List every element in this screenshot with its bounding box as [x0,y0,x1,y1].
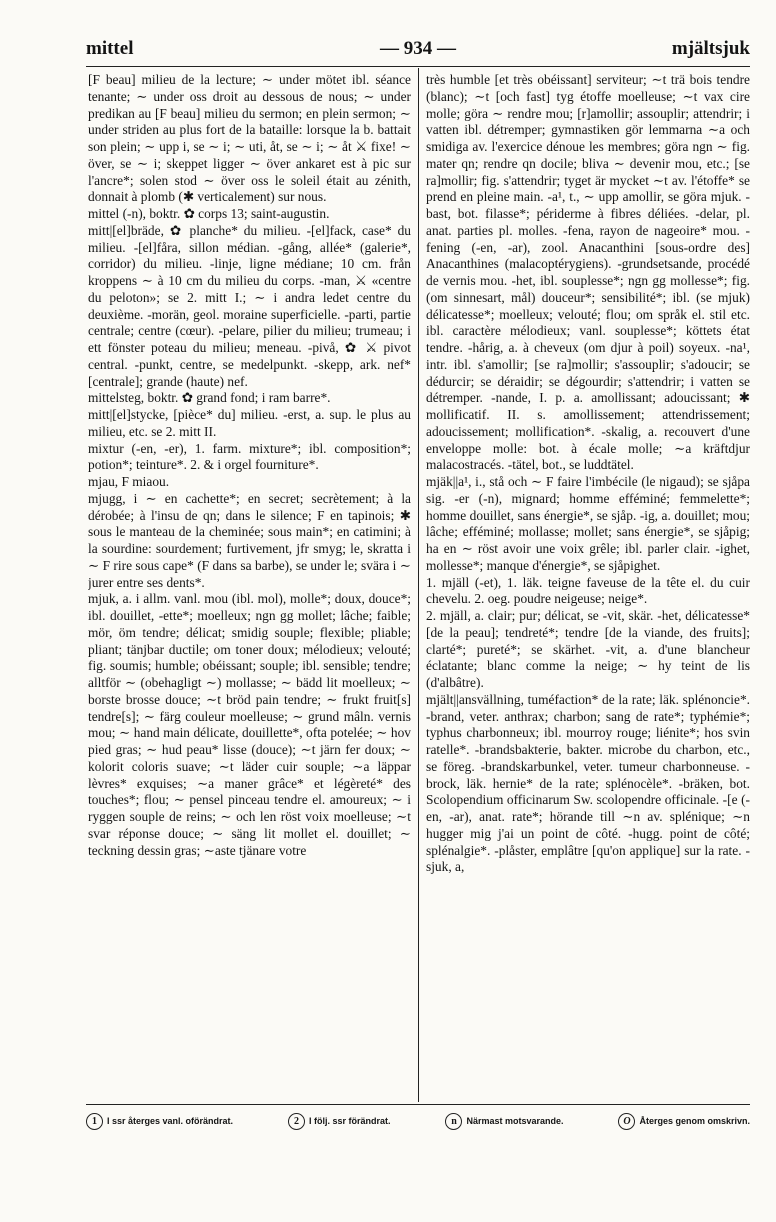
footnote-text-2: I följ. ssr förändrat. [309,1116,391,1126]
footer-rule [86,1104,750,1105]
footnote-text-1: I ssr återges vanl. oförändrat. [107,1116,234,1126]
entry-mjuk: mjuk, a. i allm. vanl. mou (ibl. mol), molle*; doux, douce*; ibl. douillet, -ette*; moelleux; ngn gg mollet; lâche; faible; mör, öm tendre; délicat; smidig souple; flexible; pliable; pliant; tänjbar ductile; om toner doux; mélodieux; velouté; fig. soumis; humble; obéissant; souple; ibl. sensible; tendre; alltför ∼ (obehagligt ∼) mollasse; ∼ bädd lit moelleux; ∼ borste brosse douce; ∼t bröd pain tendre; ∼ frukt fruit[s] tendre[s]; ∼ färg couleur moelleuse; ∼ grund mâln. vernis mou; ∼ hand main délicate, douillette*, ofta potelée; ∼ hov pied gras; ∼ hud peau* lisse (douce); ∼t järn fer doux; ∼ kolorit coloris suave; ∼t läder cuir souple; ∼a läppar lèvres* exquises; ∼a maner grâce* et légèreté* des touches*; flou; ∼ pensel pinceau tendre el. amoureux; ∼ i ryggen souple de reins; ∼ och len röst voix moelleuse; ∼t svar réponse douce; ∼ säng lit mollet el. douillet; ∼ teckning dessin gras; ∼aste tjänare votre [88,591,411,858]
page-number: — 934 — [380,38,456,59]
entry-mjaka: mjäk||a¹, i., stå och ∼ F faire l'imbécile (le nigaud); se sjåpa sig. -er (-n), mignard; homme efféminé; femmelette*; homme douillet, sans énergie*, se sjåp. -ig, a. douillet; mou; lâche; efféminé; mollasse; mollet; sans énergie*, se sjåpig; ha en ∼ röst avoir une voix grêle; ibl. parler clair. -ighet, mollesse*; manque d'énergie*, se sjåpighet. [426,474,750,573]
entry-mittelsteg: mittelsteg, boktr. ✿ grand fond; i ram barre*. [88,390,331,406]
footnote-text-4: Återges genom omskrivn. [639,1116,750,1126]
footnote-text-3: Närmast motsvarande. [466,1116,564,1126]
header-rule [86,66,750,67]
header-right-guide-word: mjältsjuk [671,38,750,59]
header-left-guide-word: mittel [86,38,134,59]
entry-mittel: mittel (-n), boktr. ✿ corps 13; saint-augustin. [88,206,330,221]
entry-mittstycke: mitt|[el]stycke, [pièce* du] milieu. -erst, a. sup. le plus au milieu, etc. se 2. mitt II. [88,407,411,439]
footnote-mark-4: O [618,1113,635,1130]
right-column [426,72,750,1100]
footnote-4 [618,1113,750,1130]
column-divider [418,68,419,1102]
footnote-1 [86,1113,233,1130]
entry-mjall-1: 1. mjäll (-et), 1. läk. teigne faveuse de la tête el. du cuir chevelu. 2. oeg. poudre neigeuse; neige*. [426,574,750,607]
entry-mjuk-continued: très humble [et très obéissant] serviteur; ∼t trä bois tendre (blanc); ∼t [och fast] tyg étoffe moelleuse; ∼t vax cire molle; göra ∼ rendre mou; [r]amollir; assouplir; attendrir; i vatten ibl. détremper; gymnastiken gör lemmarna ∼a och smidiga av. l'exercice dénoue les membres; göra ngn ∼ fig. mater qn; rendre qn docile; bliva ∼ devenir mou, etc.; [se ra]mollir; fig. s'attendrir; tyget är mycket ∼t av. l'étoffe* se prend en pleine main. -a¹, t., ∼ upp amollir, se göra mjuk. -bast, bot. filasse*; périderme à fibres déliées. -delar, pl. anat. parties pl. molles. -fena, rayon de nageoire* mou. -fening (-en, -ar), zool. Anacanthini [sous-ordre des] Anacanthines (malacoptérygiens). -grundsetsande, procédé de vernis mou. -het, ibl. souplesse*; ngn gg mollesse*; fig. (om sinnesart, mål) douceur*; sensibilité*; ibl. (se mjuk) délicatesse*; moelleux; velouté; flou; om språk el. stil etc. ibl. caractère mélodieux; vanl. souplesse*; köttets état tendre. -hårig, a. à cheveux (om djur à poil) soyeux. -na¹, intr. ibl. s'amollir; [se ra]mollir; s'assouplir; s'adoucir; se dédurcir; se déraidir; se dégourdir; s'attendrir; i vatten se détremper. -nande, I. p. a. amollissant; adoucissant; ✱ mollificatif. II. s. amollissement; attendrissement; adoucissement; mollification*. -skalig, a. recouvert d'une enveloppe molle: bot. à écale molle; ∼a kräftdjur malacostracés. -tätel, bot., se luddtätel. [426,72,750,473]
footnote-2 [288,1113,391,1130]
entry-mjaltansvallning: mjält||ansvällning, tuméfaction* de la rate; läk. splénoncie*. -brand, veter. anthrax; charbon; sang de rate*; typhémie*; typhus charbonneux; ibl. mourroy rouge; liénite*; hos svin ratelle*. -brandsbakterie, bakter. microbe du charbon, etc., se föreg. -brandskarbunkel, veter. tumeur charbonneuse. -brock, läk. hernie* de la rate; splénocèle*. -bräken, bot. Scolopendium officinarum Sw. scolopendre officinale. -[e (-en, -ar), anat. rate*; hörande till ∼n av. splénique; ∼n hugger mig j'ai un point de côté. -hugg. point de côté; splénalgie*. -plåster, emplâtre [qu'on applique] sur la rate. -sjuk, a, [426,691,750,875]
page-footer-legend [86,1110,750,1132]
page-header [86,38,750,64]
entry-mjau: mjau, F miaou. [88,474,170,489]
footnote-3 [445,1113,563,1130]
left-column [88,72,411,1100]
entry-mjall-2: 2. mjäll, a. clair; pur; délicat, se -vit, skär. -het, délicatesse* [de la peau]; tendreté*; tendre [de la viande, des fruits]; clarté*; pureté*; se skärhet. -vit, a. d'une blancheur éclatante; blanc comme la neige; ∼ hy teint de lis (d'albâtre). [426,608,750,690]
entry-mixtur: mixtur (-en, -er), 1. farm. mixture*; ibl. composition*; potion*; teinture*. 2. & i orgel fourniture*. [88,440,411,473]
footnote-mark-1: 1 [86,1113,103,1130]
footnote-mark-3: n [445,1113,462,1130]
footnote-mark-2: 2 [288,1113,305,1130]
entry-mjugg: mjugg, i ∼ en cachette*; en secret; secrètement; à la dérobée; à l'insu de qn; dans le silence; F en tapinois; ✱ sous le manteau de la cheminée; sous main*; en catimini; à la sourdine: sourdement; furtivement, jfr smyg; le, skratta i ∼ F rire sous cape* (F dans sa barbe), se under le; svära i ∼ jurer entre ses dents*. [88,490,411,590]
entry-mitt-continued: [F beau] milieu de la lecture; ∼ under mötet ibl. séance tenante; ∼ under oss droit au dessous de nous; ∼ under predikan au [F beau] milieu du sermon; en plein sermon; ∼ under striden au plus fort de la bataille: lorsque la b. battait son plein; ∼ upp i, se ∼ i; ∼ uti, åt, se ∼ i; ∼ åt ⚔ fixe! ∼ över, se ∼ i; skeppet ligger ∼ över ankaret est à pic sur l'ancre*; solen stod ∼ över oss le soleil était au zénith, donnait à plomb (✱ verticalement) sur nous. [88,72,411,205]
entry-mittbrade: mitt|[el]bräde, ✿ planche* du milieu. -[el]fack, case* du milieu. -[el]fåra, sillon médian. -gång, allée* (galerie*, corridor) du milieu. -linje, ligne médiane; 10 cm. från kroppens ∼ à 10 cm du milieu du corps. -man, ⚔ «centre du peloton»; se 2. mitt I.; ∼ i andra ledet centre du deuxième. -morän, geol. moraine superficielle. -parti, partie centrale; centre (cœur). -pelare, pilier du milieu; trumeau; i ett fönster poteau du milieu; meneau. -pivå, ✿ ⚔ pivot central. -punkt, centre, se medelpunkt. -skepp, ark. nef* [centrale]; grande (haute) nef. [88,222,411,389]
